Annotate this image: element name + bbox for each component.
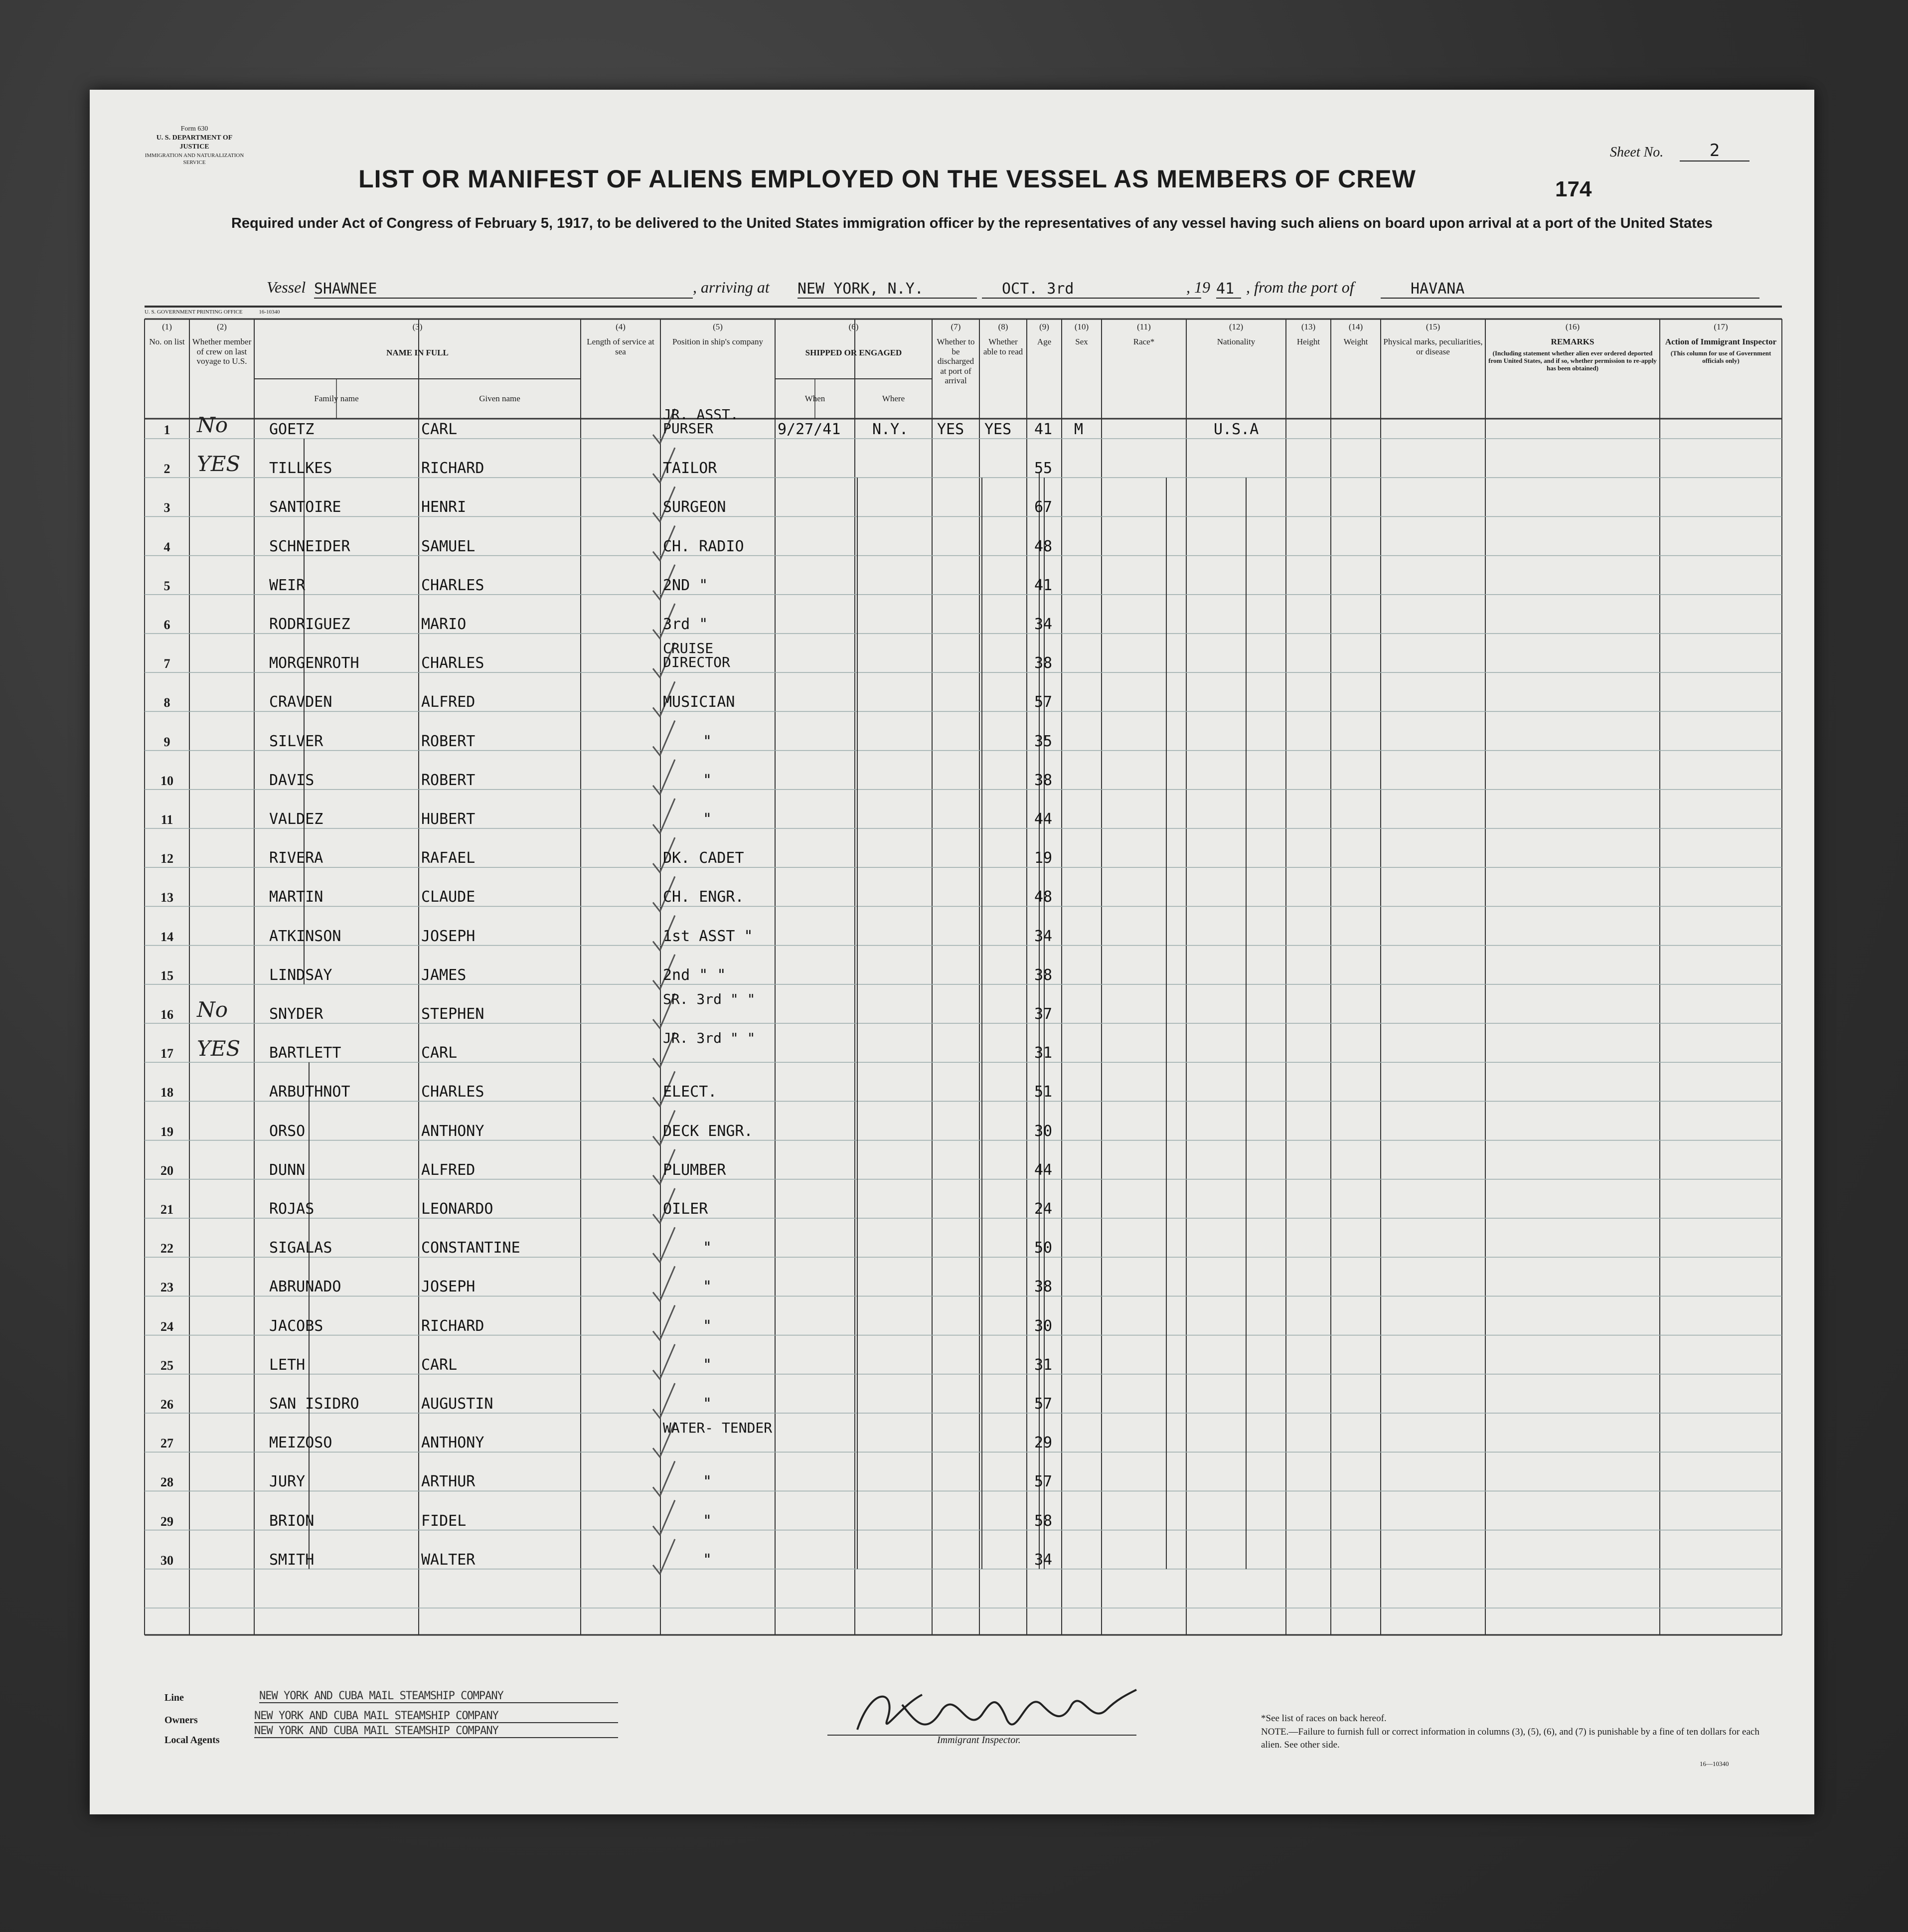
given-name: CONSTANTINE [421,1239,520,1257]
position: CRUISE DIRECTOR [663,640,730,671]
age: 57 [1034,1473,1053,1491]
position: " [703,771,712,789]
column-header-c17: Action of Immigrant Inspector [1665,337,1777,346]
manifest-sheet [90,90,1814,1814]
column-header-c14: Weight [1343,337,1368,346]
column-number-c11: (11) [1137,322,1151,331]
row-number: 15 [160,968,173,983]
inspector-signature [827,1675,1176,1750]
age: 48 [1034,537,1053,555]
column-header-c11: Race* [1133,337,1155,346]
row-number: 6 [163,618,170,632]
age: 55 [1034,460,1053,478]
row-number: 29 [160,1514,173,1529]
column-header-c8: Whether able to read [983,337,1023,356]
owners-value: NEW YORK AND CUBA MAIL STEAMSHIP COMPANY [254,1710,618,1723]
row-number: 20 [160,1163,173,1178]
shipped-when: 9/27/41 [778,421,841,438]
column-header-c13: Height [1296,337,1320,346]
position: CH. ENGR. [663,888,744,906]
discharged-at-arrival: YES [937,421,964,438]
row-number: 23 [160,1280,173,1295]
family-name: WEIR [269,576,306,594]
age: 34 [1034,616,1053,633]
position: " [703,1512,712,1530]
column-number-c5: (5) [713,322,723,331]
department-name: U. S. DEPARTMENT OF JUSTICE [156,134,233,151]
given-name: RAFAEL [421,849,476,867]
arrival-year: 41 [1216,280,1241,299]
age: 67 [1034,498,1053,516]
position: DK. CADET [663,849,744,867]
row-number: 12 [160,851,173,866]
nationality: U.S.A [1214,421,1259,438]
family-name: MEIZOSO [269,1434,332,1452]
position: DECK ENGR. [663,1122,753,1140]
family-name: RODRIGUEZ [269,616,350,633]
subcolumn-when: When [804,394,825,403]
shipped-where: N.Y. [872,421,909,438]
given-name: LEONARDO [421,1200,493,1218]
row-number: 10 [160,773,173,788]
age: 19 [1034,849,1053,867]
column-number-c12: (12) [1229,322,1244,331]
service-name: IMMIGRATION AND NATURALIZATION SERVICE [145,152,244,165]
row-number: 26 [160,1397,173,1412]
age: 38 [1034,966,1053,984]
family-name: SANTOIRE [269,498,341,516]
column-header-c5: Position in ship's company [672,337,764,346]
penalty-note: NOTE.—Failure to furnish full or correct information in columns (3), (5), (6), and (7) is punishable by a fine of ten dollars for each alien. See other side. [1261,1727,1759,1750]
row-number: 19 [160,1124,173,1139]
position: " [703,732,712,750]
family-name: ABRUNADO [269,1278,341,1296]
position: 2nd " " [663,966,726,984]
given-name: ROBERT [421,732,476,750]
row-number: 8 [163,695,170,710]
column-header-c4: Length of service at sea [587,337,654,356]
row-number: 9 [163,734,170,749]
given-name: AUGUSTIN [421,1395,493,1413]
row-number: 11 [160,812,173,827]
position: TAILOR [663,460,717,478]
row-number: 21 [160,1202,173,1217]
age: 29 [1034,1434,1053,1452]
family-name: SMITH [269,1551,315,1569]
position: " [703,1278,712,1296]
age: 57 [1034,1395,1053,1413]
family-name: MORGENROTH [269,654,359,672]
row-number: 28 [160,1475,173,1490]
position: " [703,1551,712,1569]
family-name: SILVER [269,732,323,750]
given-name: CHARLES [421,654,484,672]
family-name: ROJAS [269,1200,315,1218]
row-number: 13 [160,890,173,905]
family-name: SAN ISIDRO [269,1395,359,1413]
family-name: BRION [269,1512,315,1530]
sex: M [1074,421,1084,438]
age: 38 [1034,1278,1053,1296]
column-number-c2: (2) [217,322,227,331]
column-number-c10: (10) [1074,322,1089,331]
age: 44 [1034,810,1053,828]
previous-voyage-mark: No [197,997,228,1022]
given-name: ROBERT [421,771,476,789]
form-number: Form 630 [180,125,208,133]
age: 38 [1034,771,1053,789]
family-name: SIGALAS [269,1239,332,1257]
column-header-c1: No. on list [149,337,185,346]
column-header-c6: SHIPPED OR ENGAGED [805,348,902,357]
arriving-label: , arriving at [693,278,770,296]
local-agents-label: Local Agents [164,1735,220,1746]
column-number-c15: (15) [1426,322,1440,331]
column-number-c14: (14) [1348,322,1363,331]
given-name: JOSEPH [421,927,476,945]
age: 57 [1034,693,1053,711]
column-number-c6: (6) [848,322,859,331]
position: 3rd " [663,616,708,633]
column-number-c9: (9) [1039,322,1049,331]
sheet-number: 2 [1680,141,1749,161]
family-name: LINDSAY [269,966,332,984]
from-port-label: , from the port of [1246,278,1354,296]
row-number: 17 [160,1046,173,1061]
given-name: ALFRED [421,1161,476,1179]
given-name: CARL [421,1356,458,1374]
arrival-date: OCT. 3rd [982,280,1201,299]
inspector-label: Immigrant Inspector. [937,1735,1021,1746]
line-label: Line [164,1692,184,1703]
family-name: DUNN [269,1161,306,1179]
family-name: VALDEZ [269,810,323,828]
position: OILER [663,1200,708,1218]
row-number: 22 [160,1241,173,1256]
previous-voyage-mark: YES [197,1036,241,1061]
column-subheader-c17: (This column for use of Government officials only) [1670,349,1771,364]
family-name: SNYDER [269,1005,323,1023]
family-name: MARTIN [269,888,323,906]
age: 41 [1034,576,1053,594]
age: 48 [1034,888,1053,906]
family-name: RIVERA [269,849,323,867]
age: 51 [1034,1083,1053,1101]
family-name: ARBUTHNOT [269,1083,350,1101]
page-subtitle: Required under Act of Congress of February 5, 1917, to be delivered to the United States immigration officer by the representatives of any vessel having such aliens on board upon arrival at a port of the United States [231,215,1713,231]
position: SURGEON [663,498,726,516]
position: ELECT. [663,1083,717,1101]
position: " [703,1473,712,1491]
given-name: ANTHONY [421,1434,484,1452]
age: 37 [1034,1005,1053,1023]
given-name: RICHARD [421,1317,484,1335]
position: SR. 3rd " " [663,991,756,1007]
vessel-label: Vessel [267,278,306,296]
family-name: CRAVDEN [269,693,332,711]
age: 41 [1034,421,1053,438]
position: " [703,810,712,828]
family-name: ATKINSON [269,927,341,945]
column-header-c16: REMARKS [1551,337,1594,346]
age: 38 [1034,654,1053,672]
given-name: ARTHUR [421,1473,476,1491]
position: " [703,1317,712,1335]
footer-print-code: 16—10340 [1700,1760,1729,1768]
given-name: RICHARD [421,460,484,478]
subcolumn-family: Family name [314,394,359,403]
column-header-c12: Nationality [1217,337,1256,346]
able-to-read: YES [984,421,1012,438]
row-number: 7 [163,656,170,671]
given-name: HUBERT [421,810,476,828]
column-number-c1: (1) [162,322,172,331]
row-number: 1 [163,423,170,437]
family-name: JURY [269,1473,306,1491]
given-name: STEPHEN [421,1005,484,1023]
local-agents-value: NEW YORK AND CUBA MAIL STEAMSHIP COMPANY [254,1725,618,1738]
row-number: 25 [160,1358,173,1373]
position: JR. 3rd " " [663,1030,756,1047]
previous-voyage-mark: No [197,413,228,437]
given-name: JOSEPH [421,1278,476,1296]
age: 30 [1034,1317,1053,1335]
row-number: 5 [163,578,170,593]
column-header-c7: Whether to be discharged at port of arrival [937,337,975,386]
print-code: 16-10340 [259,309,280,315]
owners-label: Owners [164,1715,198,1726]
given-name: JAMES [421,966,467,984]
position: MUSICIAN [663,693,735,711]
position: 1st ASST " [663,927,753,945]
family-name: BARTLETT [269,1044,341,1062]
given-name: MARIO [421,616,467,633]
row-number: 3 [163,500,170,515]
age: 58 [1034,1512,1053,1530]
row-number: 18 [160,1085,173,1100]
column-number-c7: (7) [951,322,961,331]
position: " [703,1395,712,1413]
position: 2ND " [663,576,708,594]
given-name: SAMUEL [421,537,476,555]
given-name: WALTER [421,1551,476,1569]
page-stamp: 174 [1555,177,1592,201]
subcolumn-given: Given name [479,394,520,403]
age: 24 [1034,1200,1053,1218]
age: 31 [1034,1044,1053,1062]
row-number: 27 [160,1436,173,1451]
column-header-c9: Age [1037,337,1052,346]
row-number: 2 [163,462,170,477]
family-name: ORSO [269,1122,306,1140]
arriving-port: NEW YORK, N.Y. [797,280,977,299]
given-name: ALFRED [421,693,476,711]
age: 31 [1034,1356,1053,1374]
page-title: LIST OR MANIFEST OF ALIENS EMPLOYED ON THE VESSEL AS MEMBERS OF CREW [358,165,1416,193]
previous-voyage-mark: YES [197,452,241,477]
sheet-label: Sheet No. [1610,145,1664,160]
family-name: GOETZ [269,421,315,438]
column-header-c2: Whether member of crew on last voyage to U.S. [192,337,252,366]
column-number-c4: (4) [616,322,626,331]
column-header-c10: Sex [1075,337,1088,346]
family-name: SCHNEIDER [269,537,350,555]
row-number: 4 [163,539,170,554]
given-name: CHARLES [421,576,484,594]
given-name: FIDEL [421,1512,467,1530]
age: 44 [1034,1161,1053,1179]
year-prefix: , 19 [1186,278,1210,296]
family-name: JACOBS [269,1317,323,1335]
given-name: CARL [421,421,458,438]
column-header-c3: NAME IN FULL [386,348,449,357]
column-number-c3: (3) [412,322,423,331]
given-name: HENRI [421,498,467,516]
column-number-c17: (17) [1714,322,1728,331]
row-number: 16 [160,1007,173,1022]
given-name: CHARLES [421,1083,484,1101]
age: 30 [1034,1122,1053,1140]
age: 35 [1034,732,1053,750]
gov-office-label: U. S. GOVERNMENT PRINTING OFFICE [145,309,243,315]
given-name: CLAUDE [421,888,476,906]
position: " [703,1356,712,1374]
from-port: HAVANA [1381,280,1759,299]
row-number: 30 [160,1553,173,1568]
column-subheader-c16: (Including statement whether alien ever ordered deported from United States, and if so, whether permission to re-apply has been obtained) [1488,349,1657,372]
column-number-c8: (8) [998,322,1008,331]
age: 34 [1034,1551,1053,1569]
row-number: 24 [160,1319,173,1334]
line-value: NEW YORK AND CUBA MAIL STEAMSHIP COMPANY [259,1690,618,1703]
column-number-c16: (16) [1565,322,1580,331]
position: " [703,1239,712,1257]
family-name: LETH [269,1356,306,1374]
family-name: DAVIS [269,771,315,789]
position: JR. ASST. PURSER [663,406,739,437]
position: PLUMBER [663,1161,726,1179]
given-name: CARL [421,1044,458,1062]
races-note: *See list of races on back hereof. [1261,1713,1387,1724]
position: WATER- TENDER [663,1420,773,1437]
age: 34 [1034,927,1053,945]
given-name: ANTHONY [421,1122,484,1140]
position: CH. RADIO [663,537,744,555]
column-header-c15: Physical marks, peculiarities, or disease [1383,337,1483,356]
age: 50 [1034,1239,1053,1257]
vessel-name: SHAWNEE [314,280,693,299]
family-name: TILLKES [269,460,332,478]
subcolumn-where: Where [882,394,905,403]
column-number-c13: (13) [1301,322,1316,331]
row-number: 14 [160,929,173,944]
